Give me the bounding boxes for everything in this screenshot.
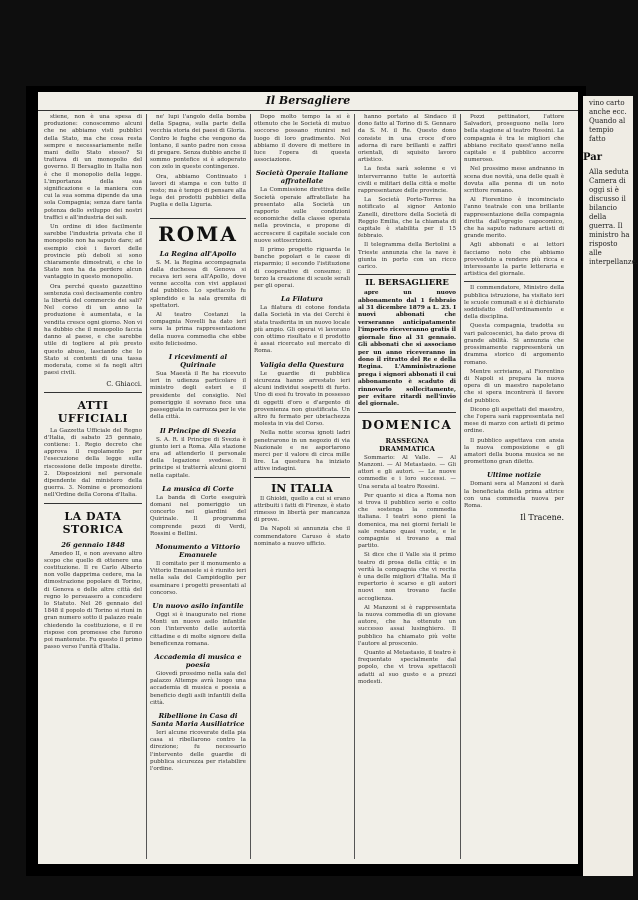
- article-text: Mentre scriviamo, al Fiorentino di Napoli si prepara la nuova opera di un maestro napoletano che si spera incontrerà il favore del pubblico.: [464, 368, 564, 404]
- subheading: Il Principe di Svezia: [159, 426, 237, 435]
- article-text: Un ordine di idee facilmente sarebbe l'industria privata che il monopolio non ha saputo dare; ad esempio cioè i favori delle provincie più deboli si sono chiaramente dimostrati, e che lo Stato non ha da perdere alcun vantaggio in questo monopolio.: [44, 224, 142, 281]
- article-text: Ora, abbiamo Continuato i lavori di stampa e con tutto il resto; ma è tempo di pensare alla lega dei prodotti pubblici della Puglia e della Liguria.: [150, 173, 246, 209]
- subscription-notice: apre un nuovo abbonamento dal 1 febbraio al 31 dicembre 1879 a L. 23. I nuovi abbonati che verseranno anticipatamente l'importo riceveranno gratis il giornale fino al 31 gennaio. Gli abbonati che si associano per un anno riceveranno in dono il ritratto del Re e della Regina. L'Amministrazione prega i signori abbonati il cui abbonamento è scaduto di rinnovarlo sollecitamente, per evitare ritardi nell'invio del giornale.: [358, 290, 456, 408]
- article-text: Quanto al Metastasio, il teatro è frequentato specialmente dal popolo, che vi trova spettacoli adatti al suo gusto e a prezzi modesti.: [358, 650, 456, 685]
- section-title-bersagliere: IL BERSAGLIERE: [358, 274, 456, 288]
- adjacent-page-heading: Par: [583, 152, 602, 163]
- article-text: Giovedì prossimo nella sala del palazzo Altemps avrà luogo una accademia di musica e poesia a beneficio degli asili infantili della città.: [150, 670, 246, 706]
- article-text: Sommario: Al Valle. — Al Manzoni. — Al Metastasio. — Gli attori e gli autori. — Le nuove commedie e i loro successi. — Una serata al teatro Rossini.: [358, 454, 456, 490]
- article-text: Ora perché questo gazzettino sentenzia così decisamente contro la libertà del commercio dei sali? Nel corso di un anno la produzione è aumentata, e la vendita cresce ogni giorno. Non vi ha dubbio che il monopolio faccia danno al paese, e che sarebbe utile di togliere al più presto questo abuso, lasciando che lo Stato si contenti di una tassa moderata, come si fa negli altri paesi civili.: [44, 283, 142, 377]
- subheading: I ricevimenti al Quirinale: [168, 353, 228, 370]
- subheading: Ribellione in Casa di Santa Maria Ausiliatrice: [151, 711, 245, 728]
- adjacent-page-text: Alla seduta Camera di oggi si è discusso il bilancio della guerra. Il ministro ha risposto alle interpellanze.: [589, 168, 638, 266]
- article-text: Ieri alcune ricoverate della pia casa si ribellarono contro la direzione; fu necessario l'intervento delle guardie di pubblica sicurezza per ristabilire l'ordine.: [150, 729, 246, 772]
- subheading: Un nuovo asilo infantile: [152, 601, 244, 610]
- article-text: Per quanto si dica a Roma non si trova il pubblico serio e colto che sostenga la commedia italiana. I teatri sono pieni la domenica, ma nei giorni feriali le sale restano quasi vuote, e le compagnie si trovano a mal partito.: [358, 492, 456, 550]
- section-title-roma: ROMA: [150, 218, 246, 245]
- subheading: La musica di Corte: [162, 484, 234, 493]
- adjacent-page-strip: [583, 96, 638, 876]
- adjacent-page-text: vino carto anche ecc. Quando al tempio fatto: [589, 99, 627, 143]
- article-text: ne' lupi l'angolo della bomba della Spagna, sulla parte della vecchia storia dei paesi di Gloria. Contro le fughe che vengono da lontano, il santo padre non cessa di pregare. Senza dubbio anche il sommo pontefice si è adoperato con zelo in queste contingenze.: [150, 114, 246, 171]
- section-title-in-italia: IN ITALIA: [271, 481, 333, 495]
- article-text: Oggi si è inaugurato nel rione Monti un nuovo asilo infantile con l'intervento delle autorità cittadine e di molte signore della beneficenza romana.: [150, 611, 246, 647]
- article-text: La Commissione direttiva delle Società operaie affratellate ha presentato alla Società un rapporto sulle condizioni economiche della classe operaia nella provincia, e propone di accrescere il capitale sociale con nuove sottoscrizioni.: [254, 187, 350, 244]
- subheading: La Filatura: [280, 295, 323, 304]
- column-separator: [250, 114, 251, 859]
- subheading: Accademia di musica e poesia: [154, 652, 242, 669]
- article-text: stiene, non è una spesa di produzione: conoscemmo alcuni che ne abbiamo visti pubblici della Stato, ma che cosa resta sempre e necessariamente nelle mani dello Stato stesso? Si trattava di un monopolio del governo. Il Bersaglio in Italia non è che il monopolio della legge. L'importanza della sua significazione e la maniera con cui la sua somma dipende da una sola Compagnia; senza dare tanta potenza dello sviluppo dei nostri traffici e all'industria dei sali.: [44, 114, 142, 221]
- section-title-domenica: DOMENICA: [361, 417, 453, 432]
- newspaper-page: [38, 92, 578, 864]
- article-text: Amedeo II, e non avevano altro scopo che quello di ottenere una costituzione. Il re Carlo Alberto non volle dapprima cedere, ma la dimostrazione popolare di Torino, di Genova e delle altre città del regno lo persuasero a concedere lo Statuto. Nel 26 gennaio del 1848 il popolo di Torino si riunì in gran numero sotto il palazzo reale chiedendo la costituzione, e il re rispose con promesse che furono poi mantenute. Fu questo il primo passo verso l'unità d'Italia.: [44, 550, 142, 651]
- column-2: [150, 114, 246, 859]
- article-text: S. M. la Regina accompagnata dalla duchessa di Genova si recava ieri sera all'Apollo, dove venne accolta con vivi applausi dal pubblico. Lo spettacolo fu splendido e la sala gremita di spettatori.: [150, 259, 246, 309]
- masthead: [38, 92, 578, 111]
- column-3: [254, 114, 350, 859]
- subheading: Società Operaie Italiane affratellate: [255, 169, 349, 186]
- article-text: Si dice che il Valle sia il primo teatro di prosa della città; e in verità la compagnia che vi recita è una delle migliori d'Italia. Ma il repertorio è scarso e gli autori nuovi non trovano facile accoglienza.: [358, 552, 456, 602]
- article-text: hanno portato al Sindaco il dono fatto al Torino di S. Gennaro da S. M. il Re. Questo dono consiste in una croce d'oro adorna di rare brillanti e zaffiri orientali, di squisito lavoro artistico.: [358, 114, 456, 164]
- subheading: Monumento a Vittorio Emanuele: [155, 542, 241, 559]
- article-signature: C. Ghiacci.: [106, 380, 142, 389]
- article-text: Al Manzoni si è rappresentata la nuova commedia di un giovane autore, che ha ottenuto un successo assai lusinghiero. Il pubblico ha chiamato più volte l'autore al proscenio.: [358, 604, 456, 647]
- subheading: Ultime notizie: [486, 471, 542, 480]
- article-text: Domani sera al Manzoni si darà la beneficiata della prima attrice con una commedia nuova per Roma.: [464, 481, 564, 509]
- article-text: La filatura di cotone fondata dalla Società in via dei Cerchi è stata trasferita in un nuovo locale più ampio. Gli operai vi lavorano con ottimo risultato e il prodotto è assai ricercato sul mercato di Roma.: [254, 305, 350, 355]
- article-text: Il pubblico aspettava con ansia la nuova composizione e gli amatori della buona musica se ne promettono gran diletto.: [464, 437, 564, 466]
- article-text: La banda di Corte eseguirà domani nel pomeriggio un concerto nei giardini del Quirinale. Il programma comprende pezzi di Verdi, Rossini e Bellini.: [150, 494, 246, 537]
- article-text: La festa sarà solenne e vi interverranno tutte le autorità civili e militari della città e molte rappresentanze delle provincie.: [358, 166, 456, 195]
- article-text: Dopo molto tempo la si è ottenuto che le Società di mutuo soccorso possano riunirsi nel luogo di loro gradimento. Noi abbiamo il dovere di mettere in luce l'opera di questa associazione.: [254, 114, 350, 164]
- article-text: Il comitato per il monumento a Vittorio Emanuele si è riunito ieri nella sala del Campidoglio per esaminare i progetti presentati al concorso.: [150, 560, 246, 596]
- newspaper-title: Il Bersagliere: [265, 94, 351, 107]
- article-text: Da Napoli si annunzia che il commendatore Caruso è stato nominato a nuovo ufficio.: [254, 526, 350, 547]
- column-5: [464, 114, 564, 859]
- article-text: Dicono gli aspettati del maestro, che l'opera sarà rappresentata nel mese di marzo con artisti di primo ordine.: [464, 406, 564, 435]
- divider: [44, 392, 142, 393]
- article-text: Il telegramma della Bertolini a Trieste annunzia che la nave è giunta in porto con un ricco carico.: [358, 242, 456, 271]
- subheading: Valigia della Questura: [259, 360, 345, 369]
- section-subtitle: RASSEGNA DRAMMATICA: [379, 436, 435, 453]
- article-text: Al teatro Costanzi la compagnia Novelli ha dato ieri sera la prima rappresentazione della nuova commedia che ebbe esito felicissimo.: [150, 312, 246, 347]
- article-text: Agli abbonati e ai lettori facciamo noto che abbiamo provveduto a rendere più ricca e interessante la parte letteraria e artistica del giornale.: [464, 242, 564, 278]
- article-text: Pozzi pettinatori, l'attore Salvadori, proseguono nella loro bella stagione al teatro Rossini. La compagnia è tra le migliori che abbiano recitato quest'anno nella capitale e il pubblico accorre numeroso.: [464, 114, 564, 164]
- article-text: Nel prossimo mese andranno in scena due novità, una delle quali è dovuta alla penna di un noto scrittore romano.: [464, 166, 564, 195]
- article-text: Questa compagnia, tradotta su vari palcoscenici, ha dato prova di grande abilità. Si annunzia che prossimamente rappresenterà un dramma storico di argomento romano.: [464, 323, 564, 366]
- section-title-atti: ATTI UFFICIALI: [57, 398, 129, 425]
- article-text: Al Fiorentino è incominciato l'anno teatrale con una brillante rappresentazione della compagnia diretta dall'egregio capocomico, che ha saputo radunare artisti di grande merito.: [464, 197, 564, 240]
- column-separator: [354, 114, 355, 859]
- article-text: Sua Maestà il Re ha ricevuto ieri in udienza particolare il ministro degli esteri e il presidente del consiglio. Nel pomeriggio il sovrano fece una passeggiata in carrozza per le vie della città.: [150, 371, 246, 421]
- column-4: [358, 114, 456, 859]
- divider: [464, 281, 564, 282]
- article-signature: Il Tracene.: [520, 513, 564, 523]
- subheading: La Regina all'Apollo: [159, 249, 237, 258]
- article-text: Il commendatore, Ministro della pubblica istruzione, ha visitato ieri le scuole comunali e si è dichiarato soddisfatto dell'ordinamento e della disciplina.: [464, 285, 564, 321]
- article-text: Le guardie di pubblica sicurezza hanno arrestato ieri alcuni individui sospetti di furto. Uno di essi fu trovato in possesso di oggetti d'oro e d'argento di provenienza non giustificata. Un altro fu fermato per ubriachezza molesta in via del Corso.: [254, 370, 350, 428]
- section-date: 26 gennaio 1848: [61, 540, 125, 549]
- article-text: La Società Porto-Torres ha notificato al signor Antonio Zanelli, direttore della Società di Reggio Emilia, che la chiamata di capitale è stabilita per il 15 febbraio.: [358, 197, 456, 240]
- divider: [44, 503, 142, 504]
- section-title-data-storica: LA DATA STORICA: [62, 509, 124, 536]
- article-text: Nella notte scorsa ignoti ladri penetrarono in un negozio di via Nazionale e ne asportarono merci per il valore di circa mille lire. La questura ha iniziato attive indagini.: [254, 430, 350, 473]
- column-separator: [146, 114, 147, 859]
- article-text: Il Ghioldi, quello a cui si erano attribuiti i fatti di Firenze, è stato rimesso in libertà per mancanza di prove.: [254, 495, 350, 524]
- column-1: [44, 114, 142, 859]
- article-text: S. A. R. il Principe di Svezia è giunto ieri a Roma. Alla stazione era ad attenderlo il personale della legazione svedese. Il principe si tratterrà alcuni giorni nella capitale.: [150, 436, 246, 479]
- article-text: Il primo progetto riguarda le banche popolari e le casse di risparmio; il secondo l'istituzione di cooperative di consumo; il terzo la creazione di scuole serali per gli operai.: [254, 247, 350, 290]
- article-text: La Gazzetta Ufficiale del Regno d'Italia, di sabato 25 gennaio, contiene: 1. Regio decreto che approva il regolamento per l'esecuzione della legge sulla riscossione delle imposte dirette. 2. Disposizioni nel personale dipendente dal ministero della guerra. 3. Nomine e promozioni nell'Ordine della Corona d'Italia.: [44, 427, 142, 499]
- divider: [254, 477, 350, 478]
- column-separator: [460, 114, 461, 859]
- divider: [358, 412, 456, 413]
